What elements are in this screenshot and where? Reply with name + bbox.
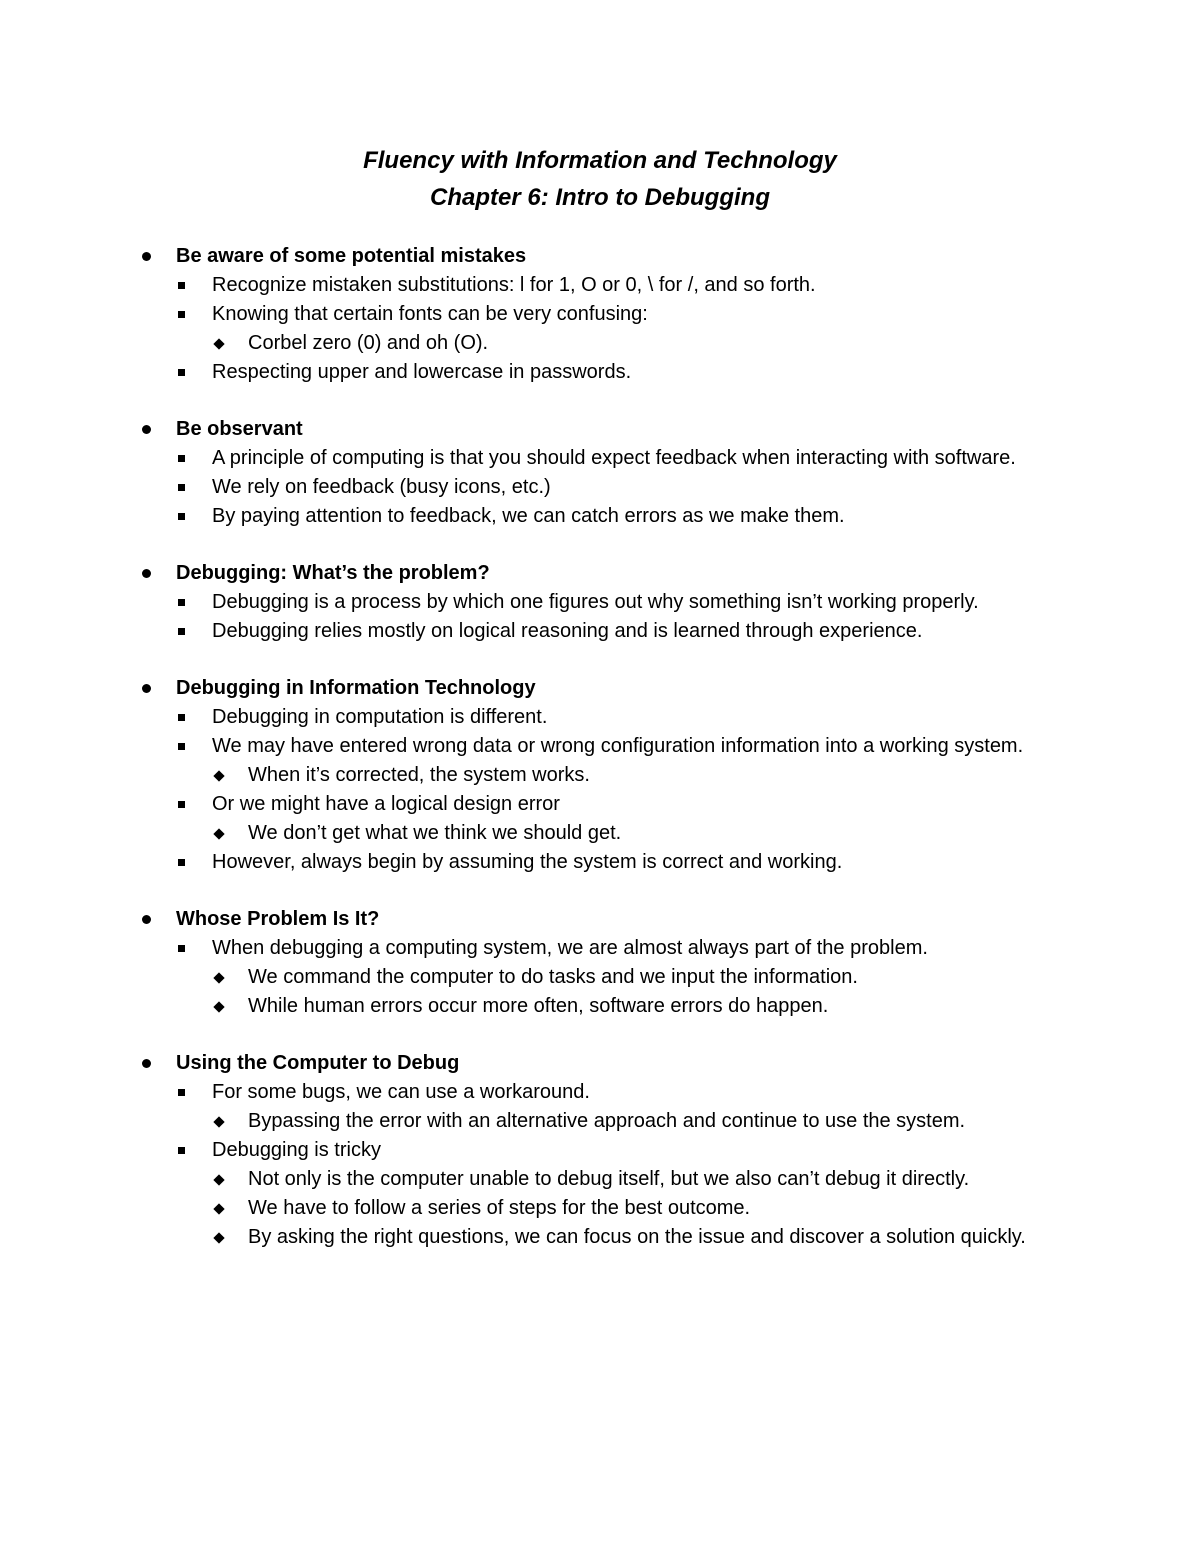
- section-heading-text: Using the Computer to Debug: [176, 1052, 460, 1074]
- bullet-diamond-icon: [213, 1223, 223, 1252]
- bullet-dot-icon: [142, 674, 151, 703]
- sub-list-item: [140, 1107, 1080, 1136]
- outline-list: [140, 242, 1080, 1280]
- bullet-square-icon: [178, 502, 185, 531]
- bullet-square-icon: [178, 271, 185, 300]
- section-heading-text: Whose Problem Is It?: [176, 908, 380, 930]
- sub-list-item-text: While human errors occur more often, software errors do happen.: [248, 995, 829, 1017]
- list-item: [140, 473, 1080, 502]
- sub-list-item: [140, 819, 1080, 848]
- sub-list-item: [140, 1165, 1080, 1194]
- bullet-square-icon: [178, 588, 185, 617]
- bullet-dot-icon: [142, 559, 151, 588]
- bullet-square-icon: [178, 1136, 185, 1165]
- bullet-dot-icon: [142, 242, 151, 271]
- bullet-square-icon: [178, 300, 185, 329]
- sub-list-item-text: We command the computer to do tasks and we input the information.: [248, 966, 858, 988]
- sub-list-item: [140, 992, 1080, 1021]
- section-heading-text: Debugging in Information Technology: [176, 677, 536, 699]
- list-item: [140, 588, 1080, 617]
- sub-list-item-text: When it’s corrected, the system works.: [248, 764, 590, 786]
- sub-list-item-text: We don’t get what we think we should get.: [248, 822, 622, 844]
- bullet-diamond-icon: [213, 1107, 223, 1136]
- section-heading: [140, 559, 1080, 588]
- sub-list-item-text: Corbel zero (0) and oh (O).: [248, 332, 489, 354]
- list-item: [140, 502, 1080, 531]
- bullet-square-icon: [178, 1078, 185, 1107]
- bullet-square-icon: [178, 617, 185, 646]
- document-title: [0, 142, 1200, 216]
- list-item: [140, 271, 1080, 300]
- section-heading-text: Debugging: What’s the problem?: [176, 562, 490, 584]
- sub-list-item-text: We have to follow a series of steps for the best outcome.: [248, 1197, 751, 1219]
- list-item: [140, 617, 1080, 646]
- title-line-2: Chapter 6: Intro to Debugging: [430, 184, 770, 211]
- bullet-diamond-icon: [213, 329, 223, 358]
- outline-section: [140, 905, 1080, 1021]
- sub-list-item: [140, 761, 1080, 790]
- list-item: [140, 300, 1080, 329]
- list-item-text: Respecting upper and lowercase in passwords.: [212, 361, 632, 383]
- sub-list-item: [140, 1194, 1080, 1223]
- list-item-text: Knowing that certain fonts can be very confusing:: [212, 303, 648, 325]
- bullet-dot-icon: [142, 905, 151, 934]
- sub-list-item: [140, 1223, 1080, 1252]
- list-item: [140, 1078, 1080, 1107]
- list-item: [140, 790, 1080, 819]
- list-item-text: We rely on feedback (busy icons, etc.): [212, 476, 551, 498]
- list-item-text: Debugging is a process by which one figures out why something isn’t working properly.: [212, 591, 979, 613]
- outline-section: [140, 674, 1080, 877]
- list-item-text: Or we might have a logical design error: [212, 793, 560, 815]
- list-item-text: Recognize mistaken substitutions: l for 1, O or 0, \ for /, and so forth.: [212, 274, 816, 296]
- section-heading: [140, 415, 1080, 444]
- bullet-square-icon: [178, 444, 185, 473]
- list-item-text: When debugging a computing system, we are almost always part of the problem.: [212, 937, 928, 959]
- list-item-text: Debugging in computation is different.: [212, 706, 548, 728]
- list-item-text: For some bugs, we can use a workaround.: [212, 1081, 590, 1103]
- bullet-square-icon: [178, 732, 185, 761]
- bullet-square-icon: [178, 703, 185, 732]
- list-item: [140, 444, 1080, 473]
- section-heading: [140, 242, 1080, 271]
- section-heading: [140, 905, 1080, 934]
- list-item: [140, 732, 1080, 761]
- bullet-square-icon: [178, 790, 185, 819]
- list-item: [140, 934, 1080, 963]
- outline-section: [140, 1049, 1080, 1252]
- bullet-square-icon: [178, 848, 185, 877]
- bullet-diamond-icon: [213, 1194, 223, 1223]
- bullet-diamond-icon: [213, 819, 223, 848]
- list-item-text: We may have entered wrong data or wrong configuration information into a working system.: [212, 735, 1024, 757]
- sub-list-item-text: Bypassing the error with an alternative approach and continue to use the system.: [248, 1110, 966, 1132]
- section-heading: [140, 1049, 1080, 1078]
- title-line-1: Fluency with Information and Technology: [363, 147, 837, 174]
- list-item-text: Debugging is tricky: [212, 1139, 381, 1161]
- sub-list-item-text: Not only is the computer unable to debug itself, but we also can’t debug it directly.: [248, 1168, 970, 1190]
- bullet-dot-icon: [142, 415, 151, 444]
- outline-section: [140, 242, 1080, 387]
- bullet-square-icon: [178, 473, 185, 502]
- list-item: [140, 358, 1080, 387]
- section-heading-text: Be aware of some potential mistakes: [176, 245, 527, 267]
- bullet-diamond-icon: [213, 992, 223, 1021]
- bullet-dot-icon: [142, 1049, 151, 1078]
- bullet-diamond-icon: [213, 761, 223, 790]
- list-item: [140, 703, 1080, 732]
- outline-section: [140, 559, 1080, 646]
- section-heading-text: Be observant: [176, 418, 303, 440]
- bullet-diamond-icon: [213, 963, 223, 992]
- bullet-square-icon: [178, 934, 185, 963]
- list-item-text: However, always begin by assuming the system is correct and working.: [212, 851, 843, 873]
- outline-section: [140, 415, 1080, 531]
- list-item-text: Debugging relies mostly on logical reasoning and is learned through experience.: [212, 620, 923, 642]
- sub-list-item: [140, 963, 1080, 992]
- bullet-square-icon: [178, 358, 185, 387]
- sub-list-item-text: By asking the right questions, we can focus on the issue and discover a solution quickly.: [248, 1226, 1026, 1248]
- sub-list-item: [140, 329, 1080, 358]
- section-heading: [140, 674, 1080, 703]
- list-item-text: A principle of computing is that you should expect feedback when interacting with software.: [212, 447, 1016, 469]
- list-item-text: By paying attention to feedback, we can catch errors as we make them.: [212, 505, 845, 527]
- list-item: [140, 1136, 1080, 1165]
- bullet-diamond-icon: [213, 1165, 223, 1194]
- list-item: [140, 848, 1080, 877]
